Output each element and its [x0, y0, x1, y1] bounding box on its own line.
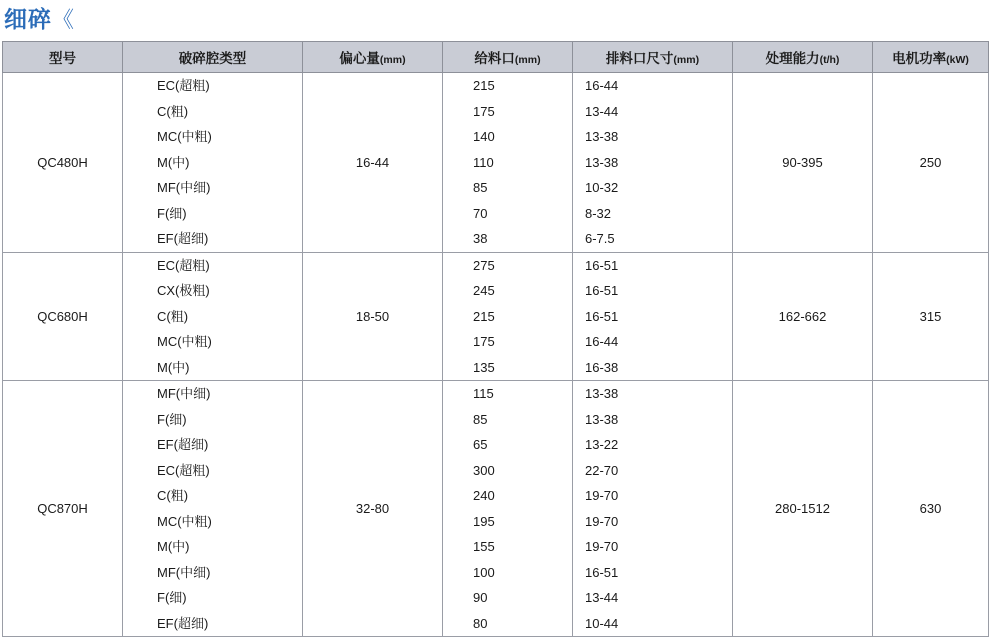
cavity-list: [123, 73, 302, 252]
discharge-item: 16-51: [585, 257, 619, 273]
header-eccentric: [303, 42, 443, 73]
cell-feed: [443, 381, 573, 637]
header-discharge-unit: (mm): [673, 54, 700, 66]
cell-eccentric: 32-80: [303, 381, 443, 637]
feed-item: 38: [473, 231, 488, 246]
cavity-item: EC(超粗): [157, 78, 210, 93]
cavity-item: MC(中粗): [157, 513, 212, 529]
feed-item: 110: [473, 154, 494, 170]
header-power: [873, 42, 989, 73]
cell-model: QC870H: [3, 381, 123, 637]
discharge-item: 22-70: [585, 462, 619, 478]
cell-model: QC480H: [3, 73, 123, 253]
discharge-item: 13-44: [585, 590, 619, 605]
cavity-item: F(细): [157, 590, 187, 605]
cell-capacity: 90-395: [733, 73, 873, 253]
header-discharge-label: 排料口尺寸: [605, 51, 674, 66]
cell-discharge: [573, 381, 733, 637]
cavity-item: CX(极粗): [157, 283, 210, 298]
feed-item: 100: [473, 564, 495, 580]
feed-item: 85: [473, 411, 488, 427]
cell-capacity: 162-662: [733, 252, 873, 381]
page-title-mark: 《: [52, 7, 76, 32]
page-title-text: 细碎: [4, 6, 52, 32]
feed-item: 215: [473, 78, 495, 93]
cavity-list: [123, 381, 302, 636]
discharge-item: 19-70: [585, 539, 619, 554]
header-cavity-label: 破碎腔类型: [178, 51, 247, 66]
cell-capacity: 280-1512: [733, 381, 873, 637]
cavity-item: C(粗): [157, 308, 189, 324]
cavity-item: M(中): [157, 539, 190, 554]
discharge-item: 16-44: [585, 78, 619, 93]
feed-item: 90: [473, 590, 488, 605]
cell-feed: [443, 252, 573, 381]
cavity-item: F(细): [157, 411, 187, 427]
cell-eccentric: 16-44: [303, 73, 443, 253]
cell-feed: [443, 73, 573, 253]
discharge-item: 6-7.5: [585, 231, 615, 246]
feed-item: 155: [473, 539, 495, 554]
discharge-item: 16-51: [585, 564, 619, 580]
feed-item: 65: [473, 437, 488, 452]
page-title: [0, 0, 990, 41]
discharge-item: 13-38: [585, 154, 619, 170]
table-body: [3, 73, 989, 637]
discharge-item: 16-44: [585, 334, 619, 349]
header-model: [3, 42, 123, 73]
discharge-item: 13-38: [585, 386, 619, 401]
feed-item: 80: [473, 615, 488, 631]
feed-item: 195: [473, 513, 495, 529]
header-capacity-unit: (t/h): [819, 54, 840, 66]
cell-power: 250: [873, 73, 989, 253]
cavity-item: MC(中粗): [157, 129, 212, 144]
header-feed-label: 给料口: [474, 51, 515, 66]
cavity-item: M(中): [157, 154, 190, 170]
discharge-item: 10-32: [585, 180, 619, 195]
cell-eccentric: 18-50: [303, 252, 443, 381]
feed-item: 215: [473, 308, 495, 324]
discharge-list: [573, 381, 732, 636]
header-feed: [443, 42, 573, 73]
discharge-item: 8-32: [585, 205, 612, 221]
header-power-unit: (kW): [946, 54, 969, 66]
specification-table: [2, 41, 989, 637]
cell-discharge: [573, 252, 733, 381]
cavity-item: EF(超细): [157, 615, 209, 631]
table-row: [3, 73, 989, 253]
header-capacity-label: 处理能力: [765, 51, 820, 66]
cell-model: QC680H: [3, 252, 123, 381]
header-discharge: [573, 42, 733, 73]
header-feed-unit: (mm): [514, 54, 541, 66]
discharge-item: 13-44: [585, 103, 619, 119]
discharge-item: 10-44: [585, 615, 619, 631]
feed-item: 140: [473, 129, 495, 144]
discharge-item: 16-38: [585, 359, 619, 375]
cell-cavity: [123, 73, 303, 253]
cavity-item: MF(中细): [157, 564, 211, 580]
feed-item: 135: [473, 359, 495, 375]
cell-discharge: [573, 73, 733, 253]
discharge-list: [573, 253, 732, 381]
discharge-item: 13-38: [585, 129, 619, 144]
table-header-row: [3, 42, 989, 73]
cavity-item: EC(超粗): [157, 462, 210, 478]
cell-power: 630: [873, 381, 989, 637]
header-capacity: [733, 42, 873, 73]
cavity-item: MF(中细): [157, 386, 211, 401]
cavity-item: C(粗): [157, 103, 189, 119]
discharge-item: 16-51: [585, 308, 619, 324]
discharge-list: [573, 73, 732, 252]
discharge-item: 13-22: [585, 437, 619, 452]
cavity-item: EC(超粗): [157, 257, 210, 273]
feed-item: 240: [473, 488, 495, 503]
feed-item: 175: [473, 334, 495, 349]
table-row: [3, 252, 989, 381]
cell-power: 315: [873, 252, 989, 381]
feed-item: 300: [473, 462, 495, 478]
cavity-item: F(细): [157, 205, 187, 221]
feed-item: 245: [473, 283, 495, 298]
cavity-item: MF(中细): [157, 180, 211, 195]
feed-list: [443, 253, 572, 381]
cavity-item: EF(超细): [157, 437, 209, 452]
cavity-item: M(中): [157, 359, 190, 375]
feed-list: [443, 381, 572, 636]
cell-cavity: [123, 381, 303, 637]
cavity-list: [123, 253, 302, 381]
feed-item: 175: [473, 103, 495, 119]
feed-item: 70: [473, 205, 488, 221]
discharge-item: 19-70: [585, 488, 619, 503]
cavity-item: C(粗): [157, 488, 189, 503]
feed-item: 275: [473, 257, 495, 273]
discharge-item: 19-70: [585, 513, 619, 529]
header-cavity: [123, 42, 303, 73]
feed-item: 115: [473, 386, 494, 401]
discharge-item: 16-51: [585, 283, 619, 298]
header-eccentric-unit: (mm): [379, 54, 406, 66]
table-row: [3, 381, 989, 637]
cell-cavity: [123, 252, 303, 381]
header-model-label: 型号: [49, 51, 76, 66]
header-eccentric-label: 偏心量: [339, 51, 380, 66]
header-power-label: 电机功率: [892, 51, 947, 66]
feed-list: [443, 73, 572, 252]
cavity-item: EF(超细): [157, 231, 209, 246]
discharge-item: 13-38: [585, 411, 619, 427]
cavity-item: MC(中粗): [157, 334, 212, 349]
feed-item: 85: [473, 180, 488, 195]
